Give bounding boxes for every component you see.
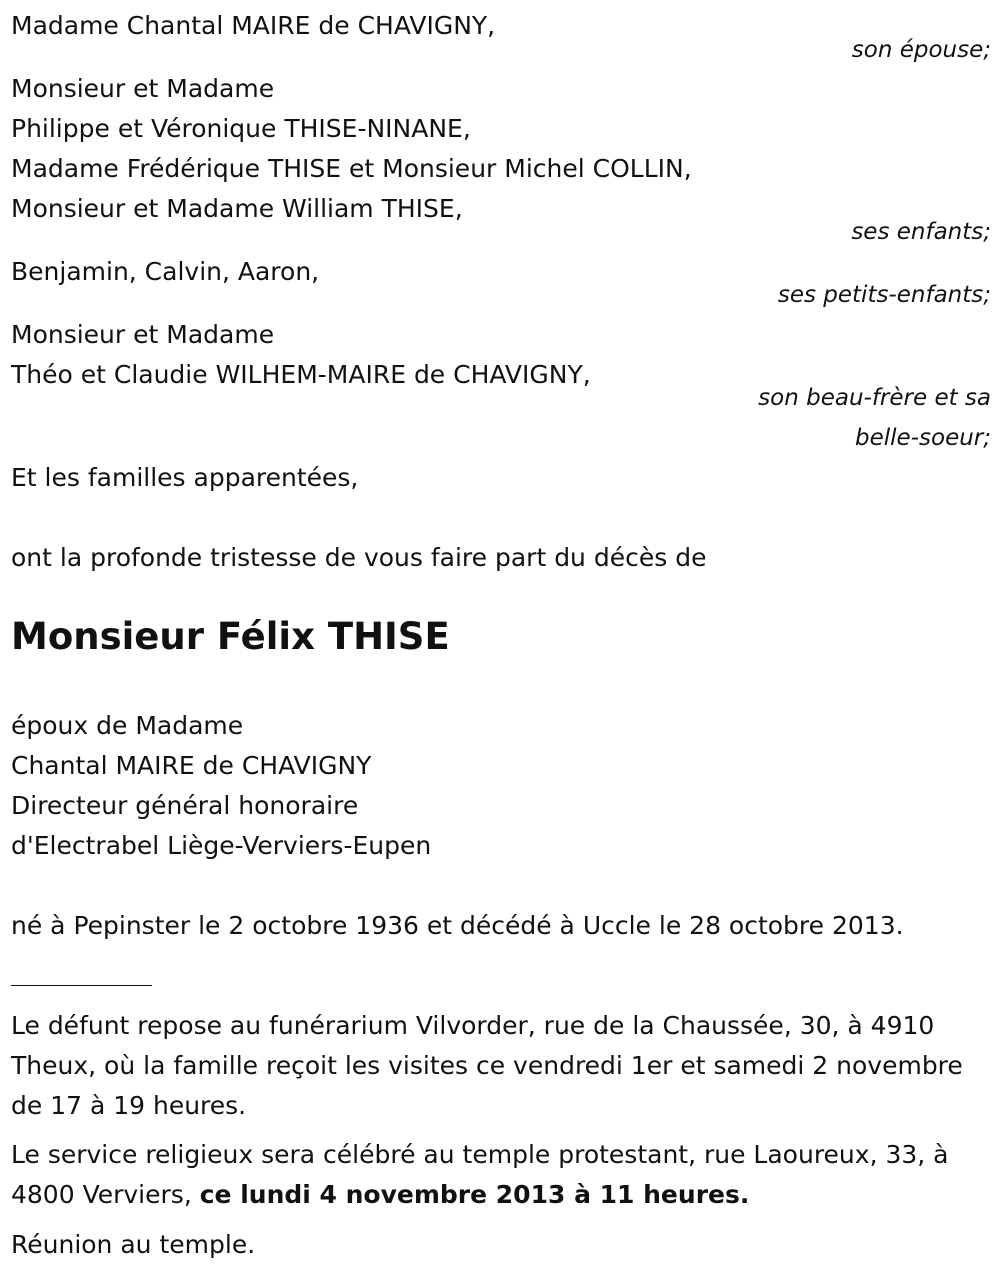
separator-line [11,985,152,986]
inlaws-line: Monsieur et Madame [11,320,275,349]
deceased-detail: Directeur général honoraire [11,791,359,820]
announcement: ont la profonde tristesse de vous faire part du décès de [11,543,707,572]
spouse-role: son épouse; [851,37,991,63]
inlaws-line: Théo et Claudie WILHEM-MAIRE de CHAVIGNY, [11,360,591,389]
children-line: Monsieur et Madame [11,74,275,103]
children-line: Madame Frédérique THISE et Monsieur Michel COLLIN, [11,154,692,183]
grandchildren-role: ses petits-enfants; [777,282,991,308]
deceased-detail: époux de Madame [11,711,244,740]
service-info [11,1135,991,1215]
relatives: Et les familles apparentées, [11,463,359,492]
deceased-detail: Chantal MAIRE de CHAVIGNY [11,751,372,780]
spouse-name: Madame Chantal MAIRE de CHAVIGNY, [11,11,496,40]
deceased-name: Monsieur Félix THISE [11,615,450,658]
children-line: Monsieur et Madame William THISE, [11,194,463,223]
inlaws-role: belle-soeur; [855,425,991,451]
service-date: ce lundi 4 novembre 2013 à 11 heures. [199,1180,750,1209]
deceased-detail: d'Electrabel Liège-Verviers-Eupen [11,831,432,860]
grandchildren: Benjamin, Calvin, Aaron, [11,257,320,286]
children-role: ses enfants; [851,219,991,245]
repose-info: Le défunt repose au funérarium Vilvorder, rue de la Chaussée, 30, à 4910 Theux, où la famille reçoit les visites ce vendredi 1er et samedi 2 novembre de 17 à 19 heures. [11,1011,963,1120]
children-line: Philippe et Véronique THISE-NINANE, [11,114,471,143]
inlaws-role: son beau-frère et sa [758,385,991,411]
deceased-dates: né à Pepinster le 2 octobre 1936 et décédé à Uccle le 28 octobre 2013. [11,911,904,940]
service-text: Le service religieux sera célébré au temple protestant, rue Laoureux, 33, à 4800 Verviers, [11,1140,949,1209]
reunion-info: Réunion au temple. [11,1230,256,1259]
